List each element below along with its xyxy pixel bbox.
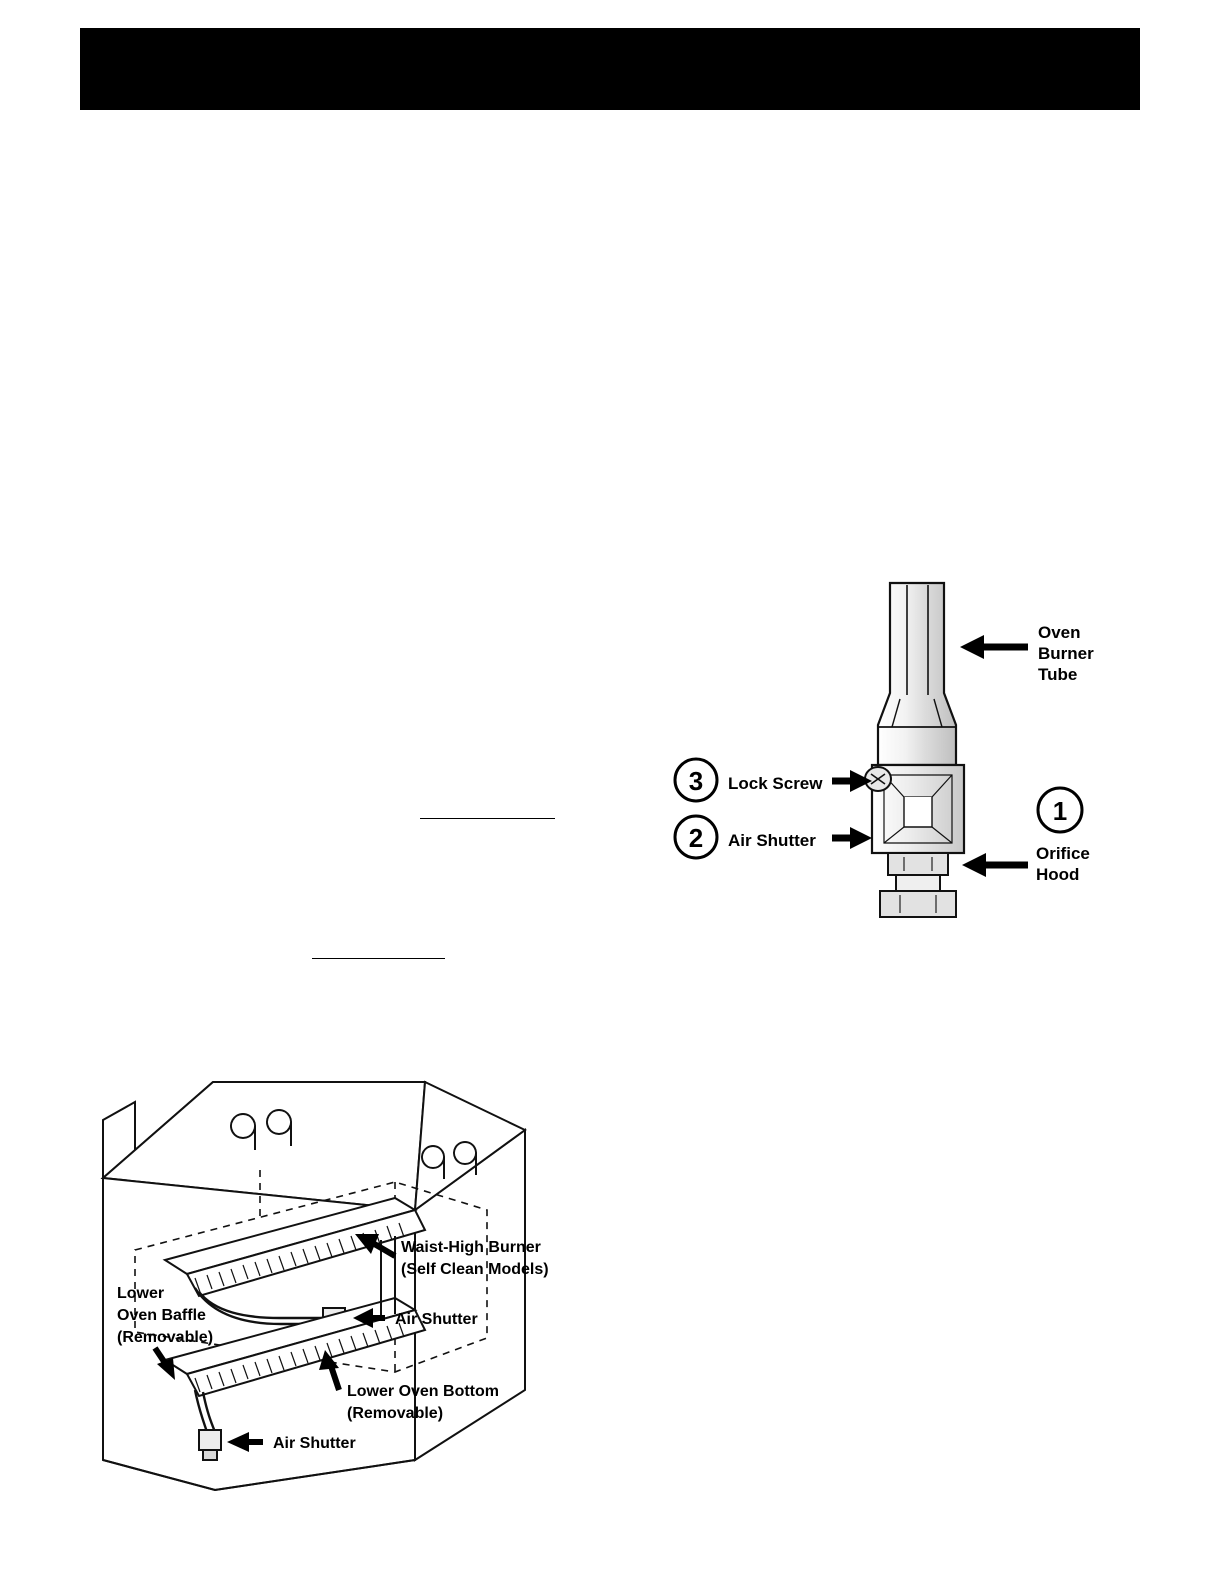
page-banner (80, 28, 1140, 110)
air-shutter-arrow (832, 827, 872, 849)
callout-2-number: 2 (688, 823, 704, 853)
body-rule-2 (312, 958, 445, 959)
label-lower-oven-baffle-line2: Oven Baffle (117, 1307, 206, 1324)
label-oven-burner-tube-line1: Oven (1038, 623, 1081, 642)
label-lock-screw: Lock Screw (728, 774, 823, 793)
air-shutter-body-drawing (865, 765, 964, 853)
oven-burner-tube-arrow (960, 635, 1028, 659)
lock-screw-drawing (865, 767, 891, 791)
label-lower-oven-baffle-line3: (Removable) (117, 1329, 214, 1346)
label-air-shutter-lower: Air Shutter (273, 1435, 356, 1452)
body-rule-1 (420, 818, 555, 819)
label-waist-high-burner-line2: (Self Clean Models) (401, 1261, 549, 1278)
label-lower-oven-baffle-line1: Lower (117, 1285, 165, 1302)
label-orifice-hood-line2: Hood (1036, 865, 1080, 884)
callout-3-number: 3 (688, 766, 704, 796)
callout-1-number: 1 (1052, 796, 1068, 826)
figure-oven-burner-detail (660, 575, 1150, 950)
callout-2-circle (675, 816, 717, 858)
label-oven-burner-tube-line3: Tube (1038, 665, 1078, 684)
callout-1-circle (1038, 788, 1082, 832)
label-orifice-hood-line1: Orifice (1036, 844, 1090, 863)
orifice-hood-drawing (880, 853, 956, 917)
label-air-shutter: Air Shutter (728, 831, 816, 850)
callout-3-circle (675, 759, 717, 801)
label-lower-oven-bottom-line1: Lower Oven Bottom (347, 1383, 500, 1400)
oven-burner-tube-drawing (878, 583, 956, 765)
orifice-hood-arrow (962, 853, 1028, 877)
air-shutter-lower-drawing (199, 1430, 221, 1460)
label-air-shutter-upper: Air Shutter (395, 1311, 478, 1328)
label-oven-burner-tube-line2: Burner (1038, 644, 1094, 663)
label-waist-high-burner-line1: Waist-High Burner (401, 1239, 541, 1256)
figure-oven-cutaway (95, 1060, 655, 1500)
label-lower-oven-bottom-line2: (Removable) (347, 1405, 444, 1422)
